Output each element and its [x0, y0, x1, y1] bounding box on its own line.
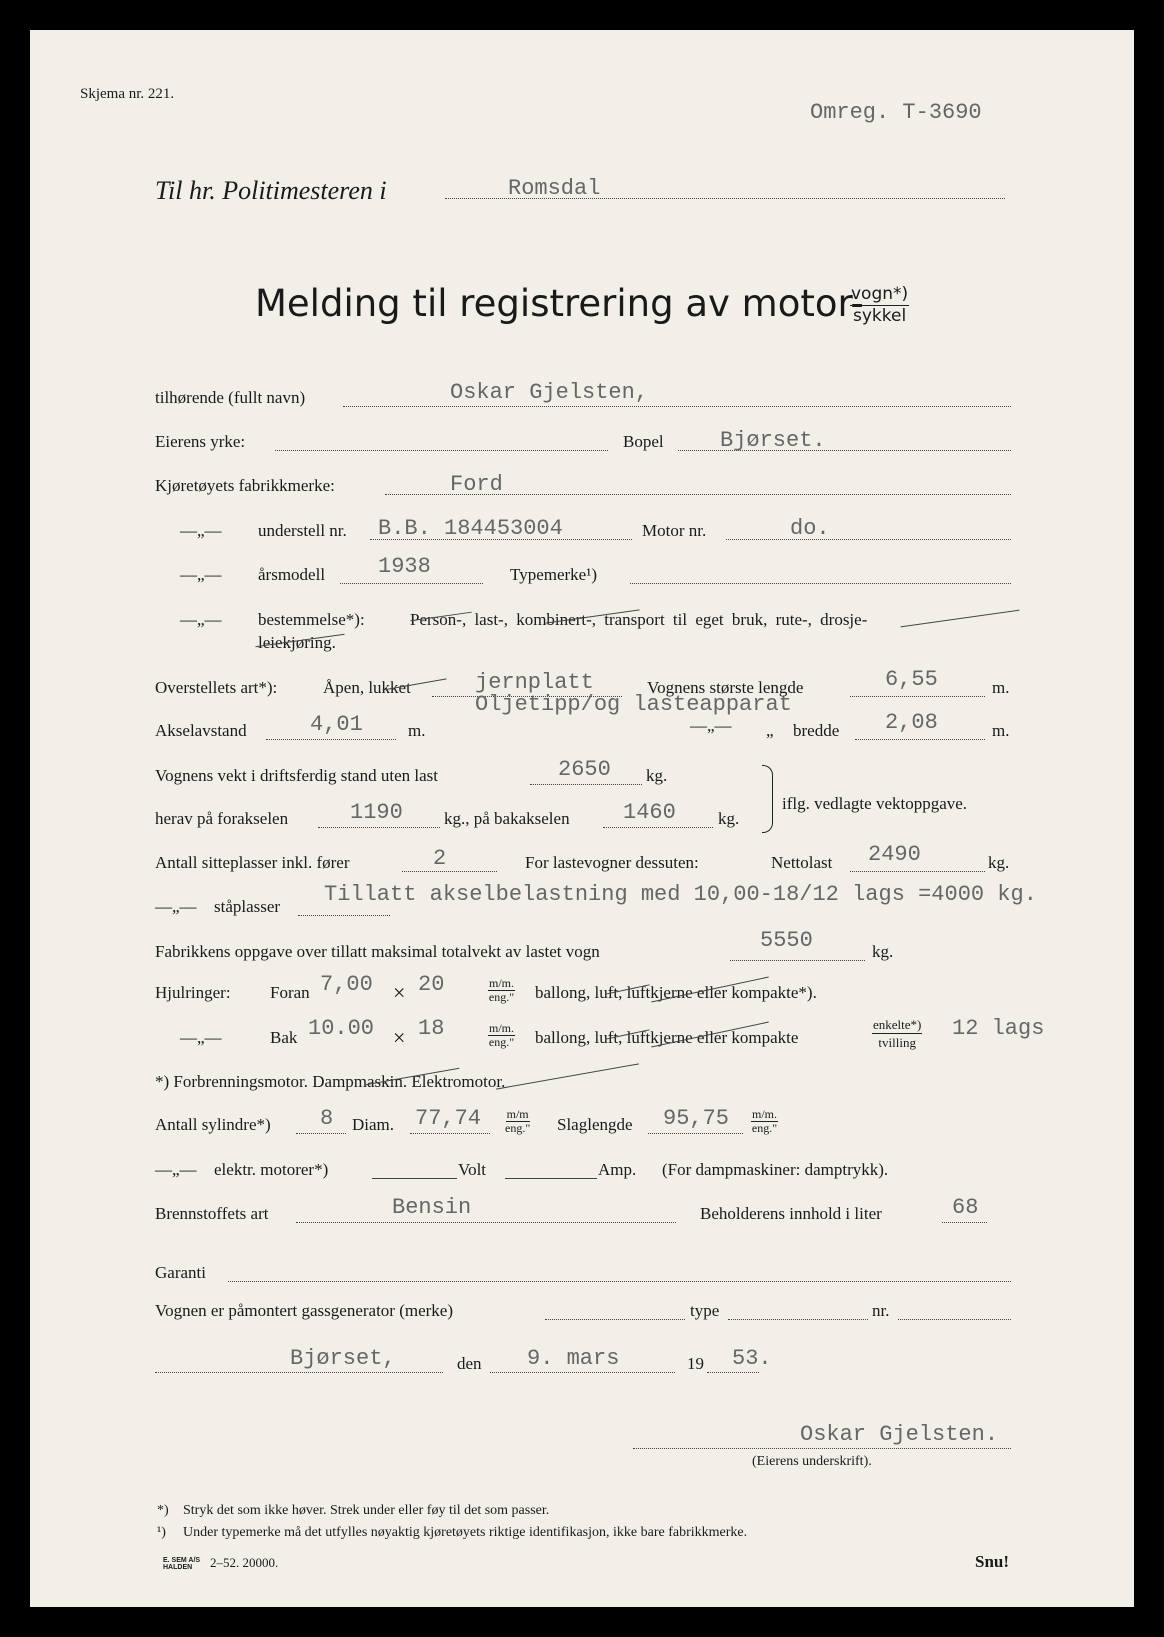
form-title: Melding til registrering av motor-	[255, 282, 864, 325]
tank-label: Beholderens innhold i liter	[700, 1204, 882, 1223]
occupation-line	[275, 450, 608, 451]
cylinders-line	[296, 1133, 346, 1134]
standing-line	[298, 915, 390, 916]
purpose-options: Person-, last-, kombinert-, transport til eget bruk, rute-, drosje-	[410, 610, 868, 629]
residence-label: Bopel	[623, 432, 664, 451]
engine-number-line	[726, 539, 1011, 540]
wheelbase-unit: m.	[408, 721, 426, 740]
front-axle-value: 1190	[350, 800, 403, 825]
rear-axle-label: kg., på bakakselen	[444, 809, 570, 828]
year-value: 1938	[378, 554, 431, 579]
weight-brace	[762, 765, 773, 833]
place-value: Bjørset,	[290, 1346, 396, 1371]
bore-value: 77,74	[415, 1106, 482, 1131]
ditto-2: —„—	[180, 565, 222, 584]
chassis-label: understell nr.	[258, 521, 347, 540]
footnote-2-mark: ¹)	[157, 1525, 166, 1540]
tyres-single-twin	[872, 1016, 922, 1051]
bore-line	[410, 1133, 490, 1134]
year-century: 19	[687, 1354, 704, 1373]
freight-label: For lastevogner dessuten:	[525, 853, 699, 872]
times-symbol-2: ×	[393, 1025, 406, 1050]
date-line	[490, 1372, 675, 1373]
unit-eng: eng."	[488, 990, 515, 1004]
year-line	[340, 583, 483, 584]
standing-value: Tillatt akselbelastning med 10,00-18/12 lags =4000 kg.	[324, 882, 1037, 907]
seats-line	[402, 871, 497, 872]
ditto-4: —„—	[690, 716, 732, 735]
re-registration-number: Omreg. T-3690	[810, 100, 982, 125]
cylinders-label: Antall sylindre*)	[155, 1115, 271, 1134]
tyres-rear-kind: ballong, luft, luftkjerne eller kompakte	[535, 1028, 799, 1047]
netload-value: 2490	[868, 842, 921, 867]
tyres-single: enkelte*)	[873, 1017, 922, 1032]
tank-value: 68	[952, 1195, 979, 1220]
gas-nr-line	[898, 1319, 1011, 1320]
engine-number-value: do.	[790, 516, 830, 541]
bore-label: Diam.	[352, 1115, 395, 1134]
weight-label: Vognens vekt i driftsferdig stand uten last	[155, 766, 438, 785]
weight-line	[530, 784, 642, 785]
netload-label: Nettolast	[771, 853, 833, 872]
tyres-front-unit	[488, 977, 515, 1004]
place-line	[155, 1372, 443, 1373]
title-vehicle-kind	[850, 284, 909, 327]
rear-axle-unit: kg.	[718, 809, 740, 828]
times-symbol-1: ×	[393, 980, 406, 1005]
signature-name: Oskar Gjelsten.	[800, 1422, 999, 1447]
title-vogn: vogn*)	[851, 284, 909, 304]
tyres-rear-label: Bak	[270, 1028, 298, 1047]
signature-caption: (Eierens underskrift).	[752, 1454, 872, 1469]
year-suffix: 53.	[732, 1346, 772, 1371]
recipient-label: Til hr. Politimesteren i	[155, 176, 387, 205]
gas-nr-label: nr.	[872, 1301, 890, 1320]
engine-types: *) Forbrenningsmotor. Dampmaskin. Elektromotor.	[155, 1072, 506, 1091]
length-value: 6,55	[885, 667, 938, 692]
stroke-value: 95,75	[663, 1106, 730, 1131]
volt-label: Volt	[458, 1160, 487, 1179]
make-label: Kjøretøyets fabrikkmerke:	[155, 476, 335, 495]
width-label: bredde	[793, 721, 840, 740]
tyres-twin: tvilling	[878, 1035, 916, 1050]
gas-type-line	[728, 1319, 868, 1320]
date-den-label: den	[457, 1354, 482, 1373]
type-label: Typemerke¹)	[510, 565, 597, 584]
weight-value: 2650	[558, 757, 611, 782]
ditto-6: —„—	[180, 1028, 222, 1047]
stroke-label: Slaglengde	[557, 1115, 633, 1134]
type-line	[630, 583, 1011, 584]
ditto-7: —„—	[155, 1160, 197, 1179]
footnote-2: Under typemerke må det utfylles nøyaktig kjøretøyets riktige identifikasjon, ikke bare fabrikkmerke.	[183, 1525, 748, 1540]
unit-mm-3: m/m	[506, 1107, 529, 1121]
unit-mm: m/m.	[489, 976, 515, 990]
tyres-rear-diameter: 18	[418, 1016, 445, 1041]
residence-value: Bjørset.	[720, 428, 826, 453]
gas-generator-line	[545, 1319, 685, 1320]
year-suffix-line	[707, 1372, 759, 1373]
engine-number-label: Motor nr.	[642, 521, 707, 540]
footnote-1-mark: *)	[157, 1503, 169, 1518]
title-sykkel: sykkel	[852, 306, 907, 326]
wheelbase-line	[266, 739, 396, 740]
volt-line	[505, 1178, 597, 1179]
fuel-value: Bensin	[392, 1195, 472, 1220]
date-value: 9. mars	[527, 1346, 620, 1371]
standing-label: ståplasser	[214, 897, 281, 916]
rear-axle-value: 1460	[623, 800, 676, 825]
fuel-line	[296, 1222, 676, 1223]
unit-mm-2: m/m.	[489, 1021, 515, 1035]
printer-name: E. SEM A/S	[163, 1557, 201, 1564]
stroke-line	[648, 1133, 743, 1134]
body-type-value-2: Oljetipp/og lasteapparat	[475, 692, 792, 717]
tyres-plies: 12 lags	[952, 1016, 1045, 1041]
amp-label: Amp.	[598, 1160, 637, 1179]
seats-value: 2	[433, 846, 447, 871]
netload-unit: kg.	[988, 853, 1010, 872]
tank-line	[942, 1222, 987, 1223]
cylinders-value: 8	[320, 1106, 334, 1131]
front-axle-line	[318, 827, 440, 828]
unit-eng-3: eng."	[505, 1121, 531, 1135]
ditto-3: —„—	[180, 610, 222, 629]
tyres-front-label: Foran	[270, 983, 310, 1002]
length-line	[850, 696, 985, 697]
tyres-front-diameter: 20	[418, 972, 445, 997]
length-label: Vognens største lengde	[647, 678, 804, 697]
ditto-5: —„—	[155, 897, 197, 916]
front-axle-label: herav på forakselen	[155, 809, 289, 828]
width-line	[855, 739, 985, 740]
ditto-1: —„—	[180, 521, 222, 540]
width-value: 2,08	[885, 710, 938, 735]
print-info: 2–52. 20000.	[210, 1555, 279, 1570]
bore-unit	[505, 1108, 530, 1135]
tyres-rear-width: 10.00	[308, 1016, 375, 1041]
stroke-unit	[751, 1108, 778, 1135]
occupation-label: Eierens yrke:	[155, 432, 246, 451]
purpose-options-2: leiekjøring.	[258, 633, 336, 652]
form-number: Skjema nr. 221.	[80, 86, 175, 102]
gas-generator-label: Vognen er påmontert gassgenerator (merke)	[155, 1301, 454, 1320]
tyres-rear-unit	[488, 1022, 515, 1049]
unit-mm-4: m/m.	[752, 1107, 778, 1121]
weight-note: iflg. vedlagte vektoppgave.	[782, 794, 968, 813]
rear-axle-line	[603, 827, 713, 828]
wheelbase-label: Akselavstand	[155, 721, 247, 740]
footnote-1: Stryk det som ikke høver. Strek under eller føy til det som passer.	[183, 1503, 550, 1518]
max-weight-unit: kg.	[872, 942, 894, 961]
owner-value: Oskar Gjelsten,	[450, 380, 649, 405]
body-type-value-1: jernplatt	[475, 670, 594, 695]
seats-label: Antall sitteplasser inkl. fører	[155, 853, 350, 872]
max-weight-line	[730, 960, 865, 961]
width-ditto: „	[766, 721, 774, 740]
purpose-label: bestemmelse*):	[258, 610, 365, 629]
electric-motors-line	[372, 1178, 457, 1179]
steam-note: (For dampmaskiner: damptrykk).	[662, 1160, 889, 1179]
netload-line	[850, 871, 985, 872]
length-unit: m.	[992, 678, 1010, 697]
signature-line	[633, 1448, 1011, 1449]
year-label: årsmodell	[258, 565, 326, 584]
fuel-label: Brennstoffets art	[155, 1204, 269, 1223]
width-unit: m.	[992, 721, 1010, 740]
make-value: Ford	[450, 472, 503, 497]
max-weight-label: Fabrikkens oppgave over tillatt maksimal totalvekt av lastet vogn	[155, 942, 600, 961]
tyres-front-width: 7,00	[320, 972, 373, 997]
turn-over-note: Snu!	[975, 1552, 1010, 1571]
electric-motors-label: elektr. motorer*)	[214, 1160, 329, 1179]
chassis-value: B.B. 184453004	[378, 516, 563, 541]
body-type-options: Åpen, lukket	[323, 678, 411, 697]
guarantee-line	[228, 1281, 1011, 1282]
gas-type-label: type	[690, 1301, 720, 1320]
printer-city: HALDEN	[163, 1564, 193, 1571]
guarantee-label: Garanti	[155, 1263, 206, 1282]
owner-label: tilhørende (fullt navn)	[155, 388, 306, 407]
max-weight-value: 5550	[760, 928, 813, 953]
district-value: Romsdal	[508, 176, 601, 201]
unit-eng-4: eng."	[751, 1121, 778, 1135]
unit-eng-2: eng."	[488, 1035, 515, 1049]
tyres-front-kind: ballong, luft, luftkjerne eller kompakte*).	[535, 983, 817, 1002]
wheelbase-value: 4,01	[310, 712, 363, 737]
weight-unit: kg.	[646, 766, 668, 785]
owner-line	[343, 406, 1011, 407]
tyres-label: Hjulringer:	[155, 983, 231, 1002]
body-type-label: Overstellets art*):	[155, 678, 278, 697]
